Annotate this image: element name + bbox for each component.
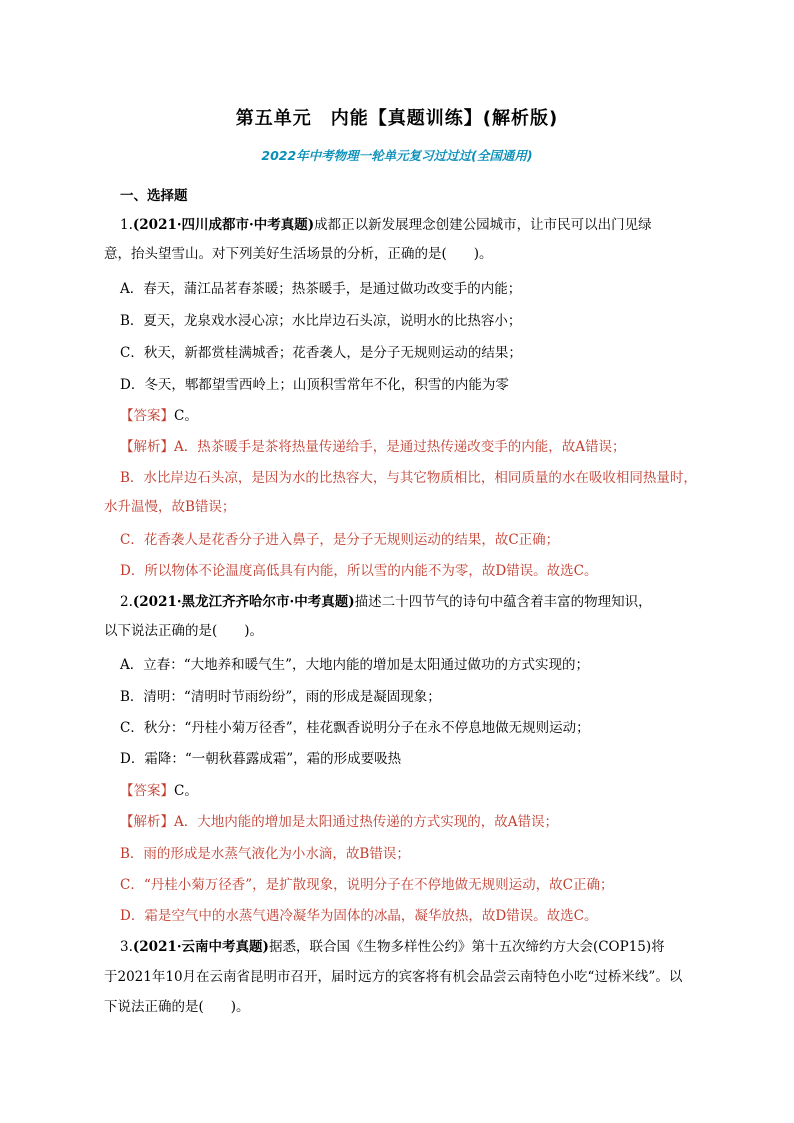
answer-tag: 【答案】 bbox=[120, 783, 174, 799]
question-text: 描述二十四节气的诗句中蕴含着丰富的物理知识， bbox=[354, 594, 652, 610]
document-title: 第五单元 内能【真题训练】(解析版) bbox=[235, 108, 559, 129]
question-number: 3. bbox=[120, 939, 133, 955]
question-1-analysis-2: B．水比岸边石头凉，是因为水的比热容大，与其它物质相比，相同质量的水在吸收相同热量时， bbox=[120, 470, 697, 486]
analysis-text: A．热茶暖手是茶将热量传递给手，是通过热传递改变手的内能，故A错误； bbox=[174, 439, 626, 455]
question-2-answer bbox=[120, 782, 198, 800]
section-title: 一、选择题 bbox=[120, 188, 188, 204]
question-source: (2021·黑龙江齐齐哈尔市·中考真题) bbox=[132, 594, 355, 610]
question-1-option-c: C．秋天，新都赏桂满城香；花香袭人，是分子无规则运动的结果； bbox=[120, 345, 522, 361]
question-1-stem bbox=[120, 216, 652, 234]
question-2-option-c: C．秋分：“丹桂小菊万径香”，桂花飘香说明分子在永不停息地做无规则运动； bbox=[120, 720, 590, 736]
question-1-analysis-3: 水升温慢，故B错误； bbox=[104, 499, 236, 515]
question-1-analysis-1 bbox=[120, 438, 626, 456]
question-2-stem-cont: 以下说法正确的是( )。 bbox=[104, 623, 264, 639]
question-2-option-b: B．清明：“清明时节雨纷纷”，雨的形成是凝固现象； bbox=[120, 689, 441, 705]
question-2-analysis-2: B．雨的形成是水蒸气液化为小水滴，故B错误； bbox=[120, 846, 410, 862]
question-1-answer bbox=[120, 407, 198, 425]
question-2-analysis-3: C．“丹桂小菊万径香”，是扩散现象，说明分子在不停地做无规则运动，故C正确； bbox=[120, 877, 614, 893]
question-number: 2. bbox=[120, 594, 133, 610]
question-3-stem bbox=[120, 938, 665, 956]
question-source: (2021·云南中考真题) bbox=[132, 939, 269, 955]
question-1-stem-cont: 意，抬头望雪山。对下列美好生活场景的分析，正确的是( )。 bbox=[104, 246, 493, 262]
question-1-option-a: A．春天，蒲江品茗春茶暖；热茶暖手，是通过做功改变手的内能； bbox=[120, 281, 522, 297]
question-1-analysis-4: C．花香袭人是花香分子进入鼻子，是分子无规则运动的结果，故C正确； bbox=[120, 532, 560, 548]
question-source: (2021·四川成都市·中考真题) bbox=[132, 217, 315, 233]
analysis-tag: 【解析】 bbox=[120, 439, 174, 455]
question-2-stem bbox=[120, 593, 652, 611]
question-2-option-a: A．立春：“大地养和暖气生”，大地内能的增加是太阳通过做功的方式实现的； bbox=[120, 657, 590, 673]
answer-value: C。 bbox=[174, 783, 198, 799]
question-1-analysis-5: D．所以物体不论温度高低具有内能，所以雪的内能不为零，故D错误。故选C。 bbox=[120, 563, 598, 579]
question-text: 成都正以新发展理念创建公园城市，让市民可以出门见绿 bbox=[314, 217, 652, 233]
question-text: 据悉，联合国《生物多样性公约》第十五次缔约方大会(COP15)将 bbox=[268, 939, 665, 955]
analysis-tag: 【解析】 bbox=[120, 814, 174, 830]
analysis-text: A．大地内能的增加是太阳通过热传递的方式实现的，故A错误； bbox=[174, 814, 558, 830]
question-3-stem-cont-2: 下说法正确的是( )。 bbox=[104, 999, 250, 1015]
question-2-analysis-4: D．霜是空气中的水蒸气遇冷凝华为固体的冰晶，凝华放热，故D错误。故选C。 bbox=[120, 908, 598, 924]
question-number: 1. bbox=[120, 217, 133, 233]
answer-value: C。 bbox=[174, 408, 198, 424]
question-1-option-b: B．夏天，龙泉戏水浸心凉；水比岸边石头凉，说明水的比热容小； bbox=[120, 313, 522, 329]
question-2-option-d: D．霜降：“一朝秋暮露成霜”，霜的形成要吸热 bbox=[120, 751, 402, 767]
answer-tag: 【答案】 bbox=[120, 408, 174, 424]
question-2-analysis-1 bbox=[120, 813, 558, 831]
question-1-option-d: D．冬天，郫都望雪西岭上；山顶积雪常年不化，积雪的内能为零 bbox=[120, 377, 509, 393]
document-subtitle: 2022年中考物理一轮单元复习过过过(全国通用) bbox=[261, 148, 533, 163]
question-3-stem-cont-1: 于2021年10月在云南省昆明市召开，届时远方的宾客将有机会品尝云南特色小吃“过桥米线”。以 bbox=[104, 969, 683, 985]
